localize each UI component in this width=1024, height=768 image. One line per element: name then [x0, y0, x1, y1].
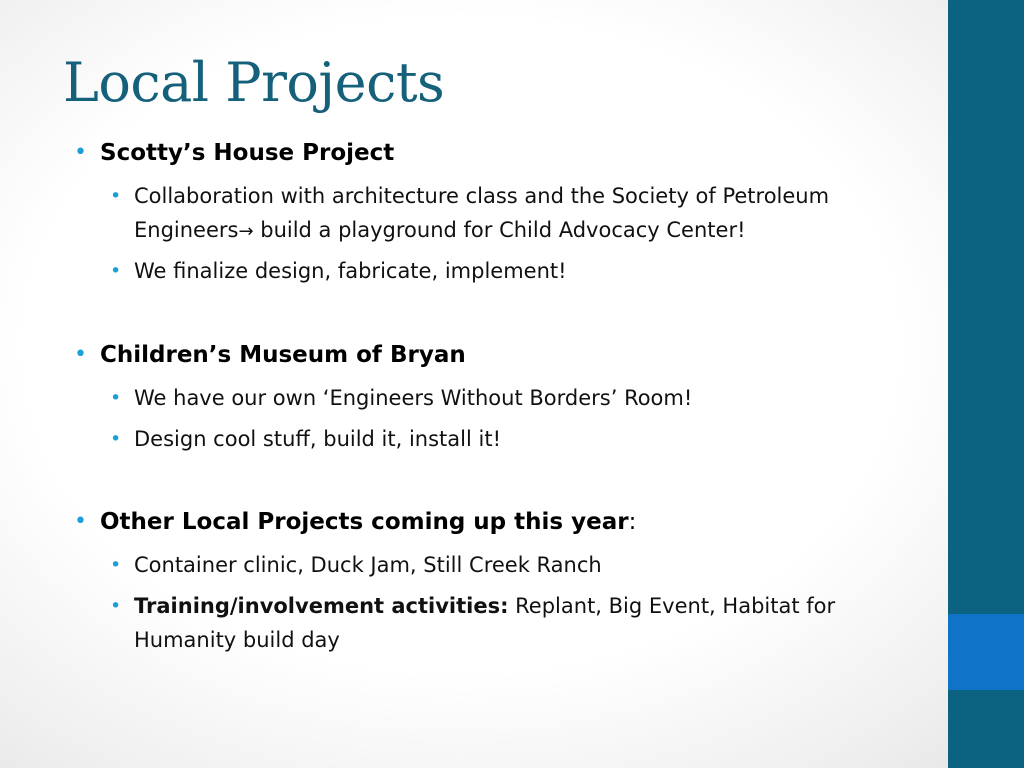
slide-title: Local Projects: [63, 51, 445, 114]
bullet-icon: •: [110, 387, 122, 409]
list-item: [134, 179, 924, 249]
list-item-label: Training/involvement activities:: [134, 594, 509, 618]
list-item: [134, 589, 924, 657]
bullet-icon: •: [110, 260, 122, 282]
section-heading-childrens-museum: Children’s Museum of Bryan: [100, 342, 466, 368]
bullet-icon: •: [74, 342, 87, 367]
sidebar-accent-block: [948, 614, 1024, 690]
list-item: Design cool stuff, build it, install it!: [134, 427, 501, 451]
list-item: We have our own ‘Engineers Without Borders’ Room!: [134, 386, 693, 410]
section-heading-colon: :: [628, 509, 637, 535]
bullet-icon: •: [110, 428, 122, 450]
bullet-icon: •: [110, 554, 122, 576]
section-heading-other-local-projects: [100, 507, 636, 537]
list-item-text: Collaboration with architecture class and the Society of Petroleum Engineers: [134, 184, 830, 242]
section-heading-text: Other Local Projects coming up this year: [100, 509, 629, 535]
bullet-icon: •: [74, 140, 87, 165]
list-item-text: build a playground for Child Advocacy Center!: [253, 218, 746, 242]
list-item: Container clinic, Duck Jam, Still Creek Ranch: [134, 553, 602, 577]
right-arrow-icon: →: [238, 221, 254, 242]
bullet-icon: •: [110, 595, 122, 617]
bullet-icon: •: [110, 185, 122, 207]
bullet-icon: •: [74, 509, 87, 534]
section-heading-scottys-house: Scotty’s House Project: [100, 140, 395, 166]
list-item: We finalize design, fabricate, implement!: [134, 259, 567, 283]
list-item-text: Replant, Big Event, Habitat for Humanity build day: [134, 594, 836, 652]
